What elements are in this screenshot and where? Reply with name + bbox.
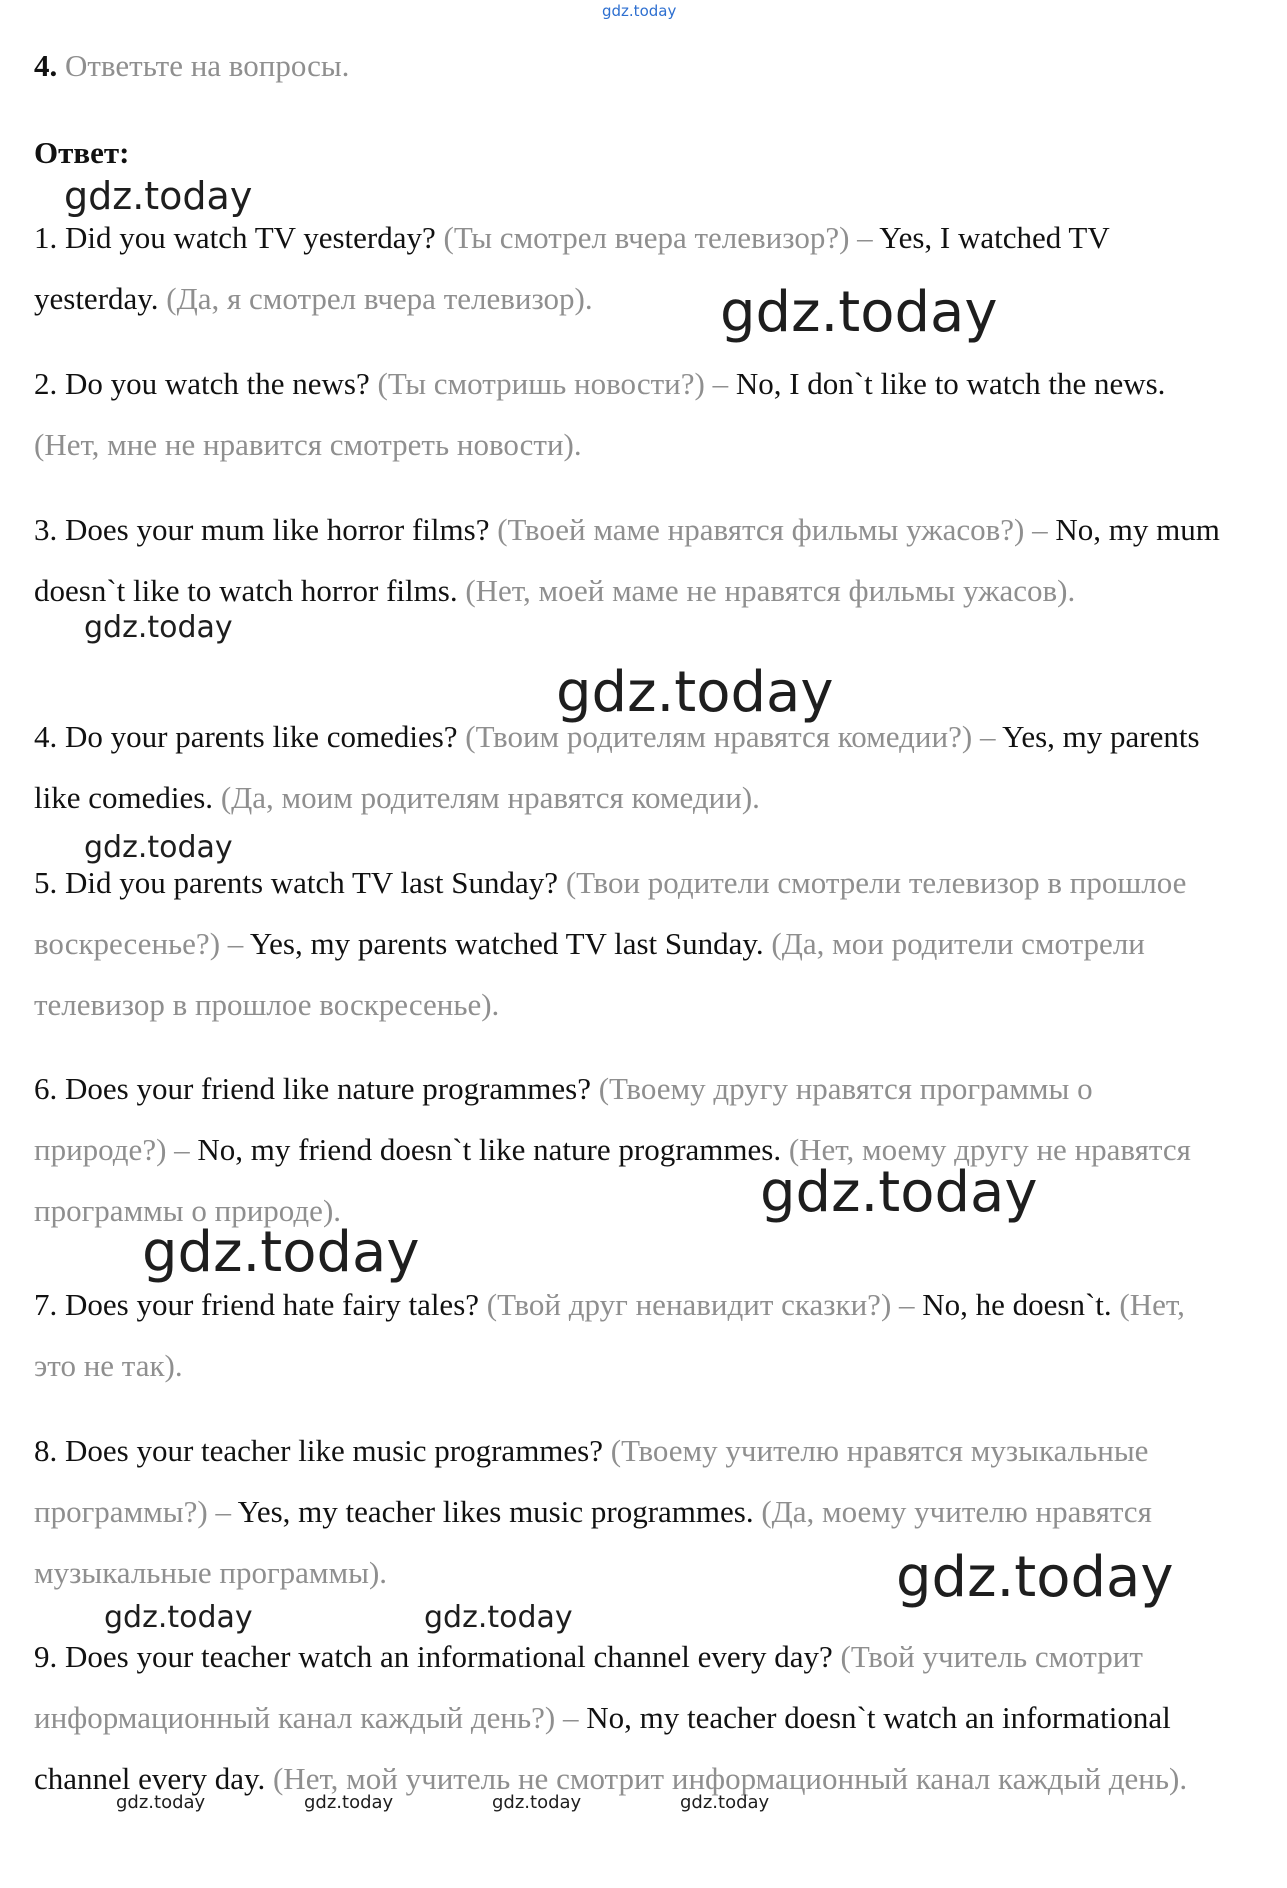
question: 2. Do you watch the news?	[34, 366, 370, 401]
question: 7. Does your friend hate fairy tales?	[34, 1287, 480, 1322]
answer: No, I don`t like to watch the news.	[735, 366, 1166, 401]
watermark: gdz.today	[304, 1792, 394, 1813]
answer-translation: (Нет, мой учитель не смотрит информационный канал каждый день).	[272, 1761, 1188, 1796]
watermark: gdz.today	[720, 280, 998, 345]
question: 6. Does your friend like nature programmes?	[34, 1071, 591, 1106]
question-translation: (Ты смотрел вчера телевизор?)	[443, 220, 850, 255]
answer-translation: (Нет, моей маме не нравятся фильмы ужасов).	[465, 573, 1076, 608]
question-translation: (Твой друг ненавидит сказки?)	[486, 1287, 892, 1322]
question-translation: (Твоим родителям нравятся комедии?)	[465, 719, 973, 754]
qa-item-1	[34, 207, 1224, 329]
watermark: gdz.today	[424, 1600, 573, 1635]
question: 4. Do your parents like comedies?	[34, 719, 458, 754]
dash: –	[857, 220, 873, 255]
dash: –	[227, 926, 244, 961]
qa-item-7	[34, 1274, 1224, 1396]
answer: No, my friend doesn`t like nature programmes.	[197, 1132, 782, 1167]
task-instruction: Ответьте на вопросы.	[65, 48, 350, 83]
question: 1. Did you watch TV yesterday?	[34, 220, 436, 255]
dash: –	[215, 1494, 231, 1529]
qa-item-4	[34, 706, 1224, 828]
qa-item-2	[34, 353, 1224, 475]
watermark: gdz.today	[104, 1600, 253, 1635]
answer: No, he doesn`t.	[922, 1287, 1112, 1322]
question-translation: (Твоему учителю нравятся музыкальные программы?)	[34, 1433, 1149, 1529]
answer-translation: (Нет, моему другу не нравятся программы о природе).	[34, 1132, 1191, 1228]
question-translation: (Твой учитель смотрит информационный канал каждый день?)	[34, 1639, 1143, 1735]
watermark: gdz.today	[760, 1160, 1038, 1225]
dash: –	[1032, 512, 1048, 547]
answer: Yes, my parents watched TV last Sunday.	[249, 926, 764, 961]
answer: Yes, my parents like comedies.	[34, 719, 1200, 815]
question: 3. Does your mum like horror films?	[34, 512, 490, 547]
answer: No, my teacher doesn`t watch an informational channel every day.	[34, 1700, 1171, 1796]
watermark: gdz.today	[142, 1220, 420, 1285]
answer: No, my mum doesn`t like to watch horror films.	[34, 512, 1220, 608]
answer-label: Ответ:	[34, 135, 130, 170]
answer-translation: (Да, моему учителю нравятся музыкальные программы).	[34, 1494, 1152, 1590]
question-translation: (Твоему другу нравятся программы о природе?)	[34, 1071, 1093, 1167]
watermark: gdz.today	[84, 830, 233, 865]
answer-translation: (Нет, мне не нравится смотреть новости).	[34, 427, 582, 462]
dash: –	[562, 1700, 579, 1735]
question: 9. Does your teacher watch an informational channel every day?	[34, 1639, 833, 1674]
dash: –	[979, 719, 996, 754]
question-translation: (Твоей маме нравятся фильмы ужасов?)	[497, 512, 1025, 547]
question: 8. Does your teacher like music programmes?	[34, 1433, 604, 1468]
task-heading	[34, 46, 349, 86]
watermark: gdz.today	[116, 1792, 206, 1813]
question-translation: (Твои родители смотрели телевизор в прошлое воскресенье?)	[34, 865, 1187, 961]
watermark: gdz.today	[896, 1545, 1174, 1610]
watermark-top: gdz.today	[602, 2, 677, 20]
watermark: gdz.today	[492, 1792, 582, 1813]
qa-item-9	[34, 1626, 1224, 1809]
qa-item-5	[34, 852, 1224, 1035]
answer-translation: (Да, мои родители смотрели телевизор в прошлое воскресенье).	[34, 926, 1145, 1022]
dash: –	[174, 1132, 190, 1167]
qa-item-6	[34, 1058, 1224, 1241]
qa-item-3	[34, 499, 1224, 621]
dash: –	[899, 1287, 915, 1322]
watermark: gdz.today	[84, 610, 233, 645]
question-translation: (Ты смотришь новости?)	[377, 366, 705, 401]
dash: –	[712, 366, 729, 401]
answer-translation: (Нет, это не так).	[34, 1287, 1185, 1383]
question: 5. Did you parents watch TV last Sunday?	[34, 865, 559, 900]
answer-translation: (Да, моим родителям нравятся комедии).	[220, 780, 760, 815]
qa-item-8	[34, 1420, 1224, 1603]
task-number: 4.	[34, 48, 58, 83]
watermark: gdz.today	[64, 174, 253, 218]
watermark: gdz.today	[556, 660, 834, 725]
answer: Yes, my teacher likes music programmes.	[237, 1494, 754, 1529]
answer: Yes, I watched TV yesterday.	[34, 220, 1110, 316]
answer-translation: (Да, я смотрел вчера телевизор).	[166, 281, 593, 316]
watermark: gdz.today	[680, 1792, 770, 1813]
